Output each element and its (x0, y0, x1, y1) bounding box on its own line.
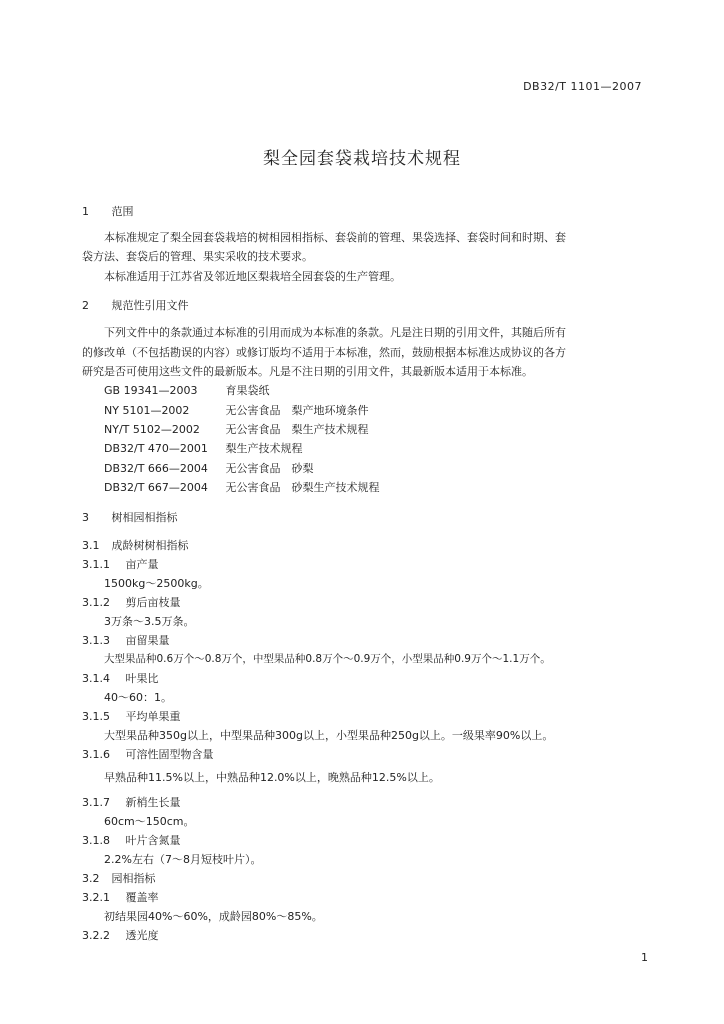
paragraph-line: 下列文件中的条款通过本标准的引用而成为本标准的条款。凡是注日期的引用文件，其随后所有 (104, 326, 566, 339)
section-2-heading (82, 297, 189, 313)
reference-name: 育果袋纸 (225, 384, 270, 397)
section-number: 2 (82, 299, 89, 312)
reference-name: 无公害食品 梨生产技术规程 (225, 423, 369, 436)
subsection-heading (82, 870, 156, 886)
clause-number: 3.1.5 (82, 710, 110, 723)
paragraph-line: 本标准规定了梨全园套袋栽培的树相园相指标、套袋前的管理、果袋选择、套袋时间和时期、套 (104, 231, 566, 244)
reference-code: GB 19341—2003 (104, 384, 198, 397)
clause-title: 剪后亩枝量 (125, 596, 181, 609)
clause-title: 可溶性固型物含量 (125, 748, 214, 761)
clause-heading (82, 889, 159, 905)
document-title: 梨全园套袋栽培技术规程 (263, 149, 461, 169)
clause-heading (82, 927, 159, 943)
section-title: 范围 (111, 205, 134, 218)
section-number: 3 (82, 511, 89, 524)
subsection-heading (82, 537, 189, 553)
reference-item (104, 421, 369, 437)
clause-number: 3.1.7 (82, 796, 110, 809)
section-number: 3.2 (82, 872, 100, 885)
clause-text: 2.2%左右（7～8月短枝叶片）。 (104, 853, 262, 866)
section-title: 园相指标 (111, 872, 156, 885)
document-code: DB32/T 1101—2007 (523, 80, 642, 93)
section-number: 3.1 (82, 539, 100, 552)
clause-number: 3.2.1 (82, 891, 110, 904)
reference-name: 无公害食品 砂梨生产技术规程 (225, 481, 380, 494)
reference-item (104, 382, 270, 398)
section-1-heading (82, 203, 134, 219)
clause-title: 亩留果量 (125, 634, 170, 647)
clause-text: 60cm～150cm。 (104, 815, 195, 828)
clause-title: 平均单果重 (125, 710, 181, 723)
paragraph-line: 本标准适用于江苏省及邻近地区梨栽培全园套袋的生产管理。 (104, 270, 401, 283)
reference-name: 无公害食品 梨产地环境条件 (225, 404, 369, 417)
section-number: 1 (82, 205, 89, 218)
clause-title: 覆盖率 (125, 891, 159, 904)
clause-heading (82, 746, 214, 762)
clause-number: 3.1.8 (82, 834, 110, 847)
clause-text: 大型果品种0.6万个～0.8万个，中型果品种0.8万个～0.9万个，小型果品种0.9万个～1.1万个。 (104, 653, 551, 665)
clause-text: 1500kg～2500kg。 (104, 577, 209, 590)
clause-text: 大型果品种350g以上，中型果品种300g以上，小型果品种250g以上。一级果率90%以上。 (104, 729, 554, 742)
clause-number: 3.1.4 (82, 672, 110, 685)
clause-heading (82, 594, 181, 610)
clause-heading (82, 556, 159, 572)
section-3-heading (82, 509, 178, 525)
paragraph-line: 袋方法、套袋后的管理、果实采收的技术要求。 (82, 250, 313, 263)
clause-text: 40～60：1。 (104, 691, 172, 704)
clause-title: 叶果比 (125, 672, 159, 685)
section-title: 成龄树树相指标 (111, 539, 189, 552)
clause-text: 初结果园40%～60%，成龄园80%～85%。 (104, 910, 323, 923)
reference-code: NY 5101—2002 (104, 404, 190, 417)
page-number: 1 (641, 951, 648, 964)
reference-item (104, 402, 369, 418)
reference-item (104, 460, 314, 476)
reference-name: 梨生产技术规程 (225, 442, 303, 455)
clause-heading (82, 794, 181, 810)
clause-number: 3.1.3 (82, 634, 110, 647)
clause-heading (82, 832, 181, 848)
clause-title: 新梢生长量 (125, 796, 181, 809)
clause-number: 3.1.6 (82, 748, 110, 761)
reference-name: 无公害食品 砂梨 (225, 462, 314, 475)
reference-code: DB32/T 470—2001 (104, 442, 208, 455)
reference-code: DB32/T 667—2004 (104, 481, 208, 494)
clause-number: 3.2.2 (82, 929, 110, 942)
reference-code: NY/T 5102—2002 (104, 423, 200, 436)
clause-title: 亩产量 (125, 558, 159, 571)
clause-heading (82, 708, 181, 724)
clause-heading (82, 670, 159, 686)
clause-heading (82, 632, 170, 648)
clause-title: 透光度 (125, 929, 159, 942)
reference-item (104, 440, 303, 456)
clause-text: 早熟品种11.5%以上，中熟品种12.0%以上，晚熟品种12.5%以上。 (104, 771, 440, 784)
clause-number: 3.1.1 (82, 558, 110, 571)
clause-text: 3万条～3.5万条。 (104, 615, 195, 628)
clause-number: 3.1.2 (82, 596, 110, 609)
section-title: 树相园相指标 (111, 511, 178, 524)
reference-code: DB32/T 666—2004 (104, 462, 208, 475)
paragraph-line: 的修改单（不包括勘误的内容）或修订版均不适用于本标准，然而，鼓励根据本标准达成协议的各方 (82, 346, 566, 359)
clause-title: 叶片含氮量 (125, 834, 181, 847)
paragraph-line: 研究是否可使用这些文件的最新版本。凡是不注日期的引用文件，其最新版本适用于本标准。 (82, 365, 533, 378)
section-title: 规范性引用文件 (111, 299, 189, 312)
reference-item (104, 479, 380, 495)
